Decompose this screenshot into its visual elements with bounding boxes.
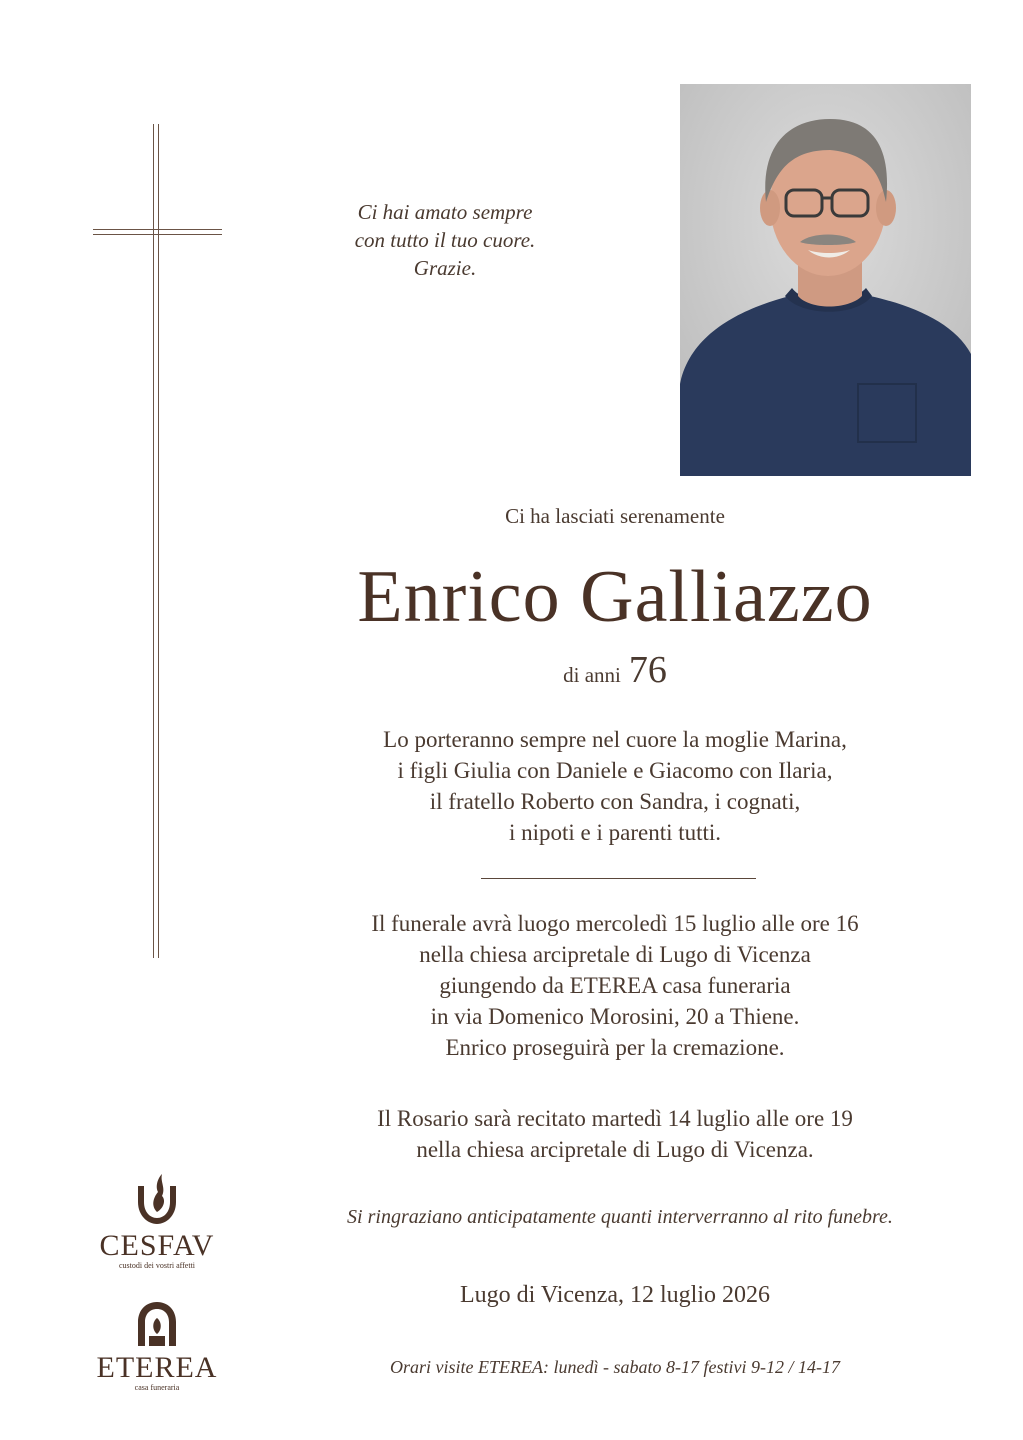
family-line: il fratello Roberto con Sandra, i cognati, [429, 789, 801, 814]
quote-line: Grazie. [413, 256, 477, 280]
eterea-tagline: casa funeraria [134, 1383, 180, 1392]
portrait-photo [680, 84, 971, 476]
funeral-line: Enrico proseguirà per la cremazione. [445, 1035, 785, 1060]
funeral-line: nella chiesa arcipretale di Lugo di Vicenza [419, 942, 811, 967]
place-date: Lugo di Vicenza, 12 luglio 2026 [459, 1282, 771, 1308]
cross-icon-arm-2 [93, 234, 222, 235]
family-line: i nipoti e i parenti tutti. [508, 820, 722, 845]
eterea-name: ETEREA [96, 1351, 218, 1384]
eterea-logo [82, 1300, 232, 1393]
age-value: 76 [628, 649, 667, 691]
cesfav-logo [82, 1172, 232, 1271]
cesfav-tagline: custodi dei vostri affetti [118, 1261, 196, 1270]
deceased-name: Enrico Galliazzo [357, 556, 873, 638]
cross-icon [153, 124, 154, 958]
family-text [300, 724, 930, 848]
rosary-line: nella chiesa arcipretale di Lugo di Vicenza. [416, 1137, 814, 1162]
eterea-logo-icon [134, 1300, 180, 1348]
cross-icon-arm [93, 229, 222, 230]
rosary-text [300, 1103, 930, 1165]
portrait-illustration [680, 84, 971, 476]
quote-line: Ci hai amato sempre [357, 200, 533, 224]
funeral-line: in via Domenico Morosini, 20 a Thiene. [430, 1004, 800, 1029]
age-label: di anni [563, 663, 621, 687]
family-line: Lo porteranno sempre nel cuore la moglie Marina, [383, 727, 847, 752]
visiting-hours: Orari visite ETEREA: lunedì - sabato 8-17 festivi 9-12 / 14-17 [390, 1357, 840, 1377]
funeral-line: Il funerale avrà luogo mercoledì 15 luglio alle ore 16 [371, 911, 859, 936]
intro-text: Ci ha lasciati serenamente [505, 504, 725, 528]
funeral-line: giungendo da ETEREA casa funeraria [439, 973, 791, 998]
divider [481, 878, 756, 879]
memorial-quote [300, 198, 590, 282]
age-line [440, 648, 790, 692]
thanks-text: Si ringraziano anticipatamente quanti interverranno al rito funebre. [347, 1206, 893, 1228]
cesfav-logo-icon [132, 1172, 182, 1226]
cross-icon-line [158, 124, 159, 958]
family-line: i figli Giulia con Daniele e Giacomo con Ilaria, [397, 758, 833, 783]
rosary-line: Il Rosario sarà recitato martedì 14 luglio alle ore 19 [377, 1106, 853, 1131]
funeral-text [300, 908, 930, 1063]
cesfav-name: CESFAV [99, 1229, 215, 1262]
quote-line: con tutto il tuo cuore. [354, 228, 536, 252]
